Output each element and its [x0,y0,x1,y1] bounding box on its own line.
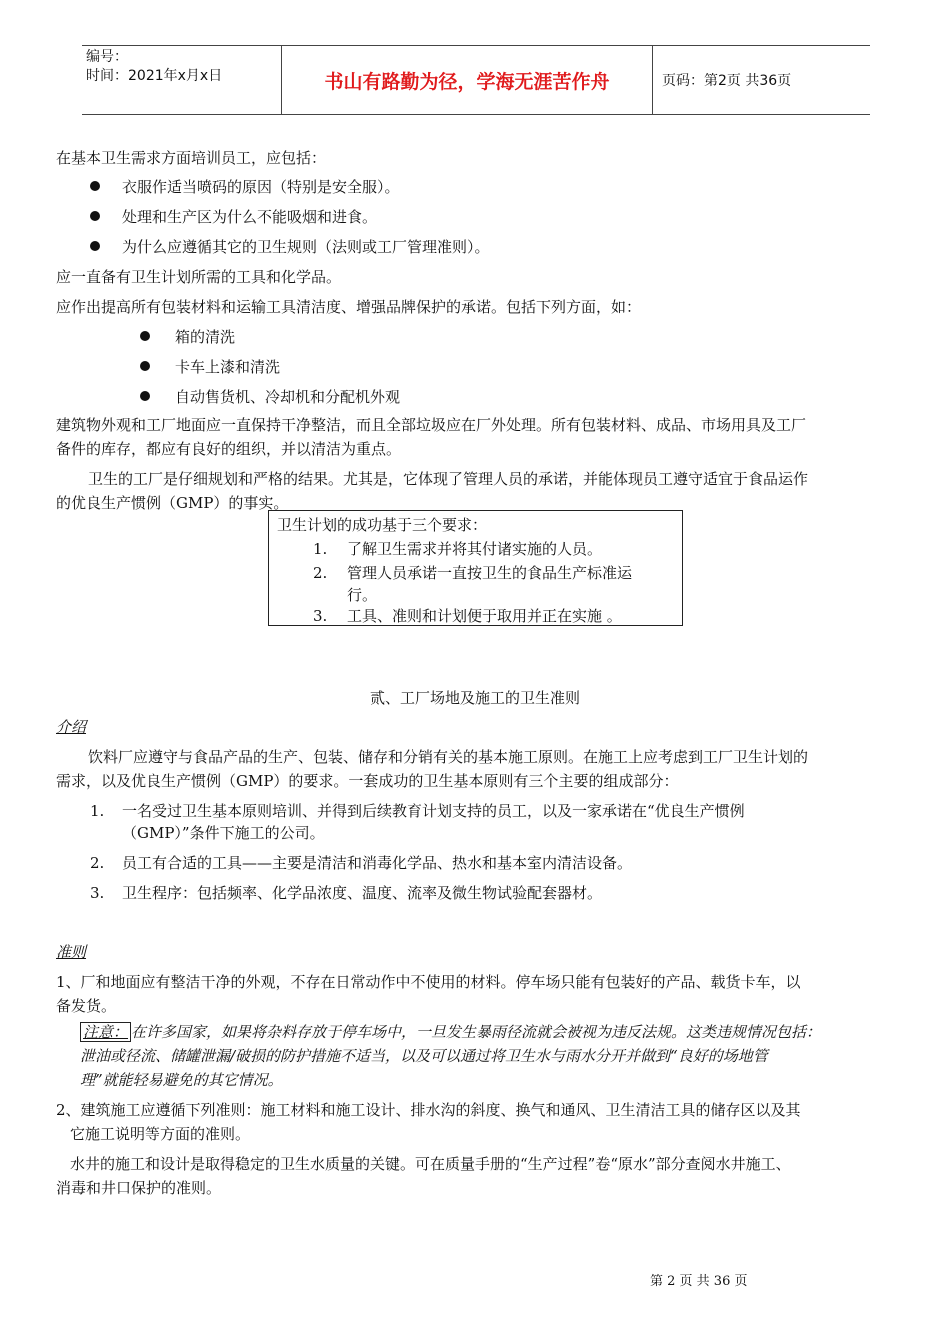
note-text-cont: 泄油或径流、储罐泄漏/破损的防护措施不适当，以及可以通过将卫生水与雨水分开并做到“良好的场地管 [80,1047,768,1065]
list-item: 自动售货机、冷却机和分配机外观 [175,388,401,406]
list-item: 箱的清洗 [175,328,236,346]
bullet-icon [140,391,150,401]
time-label: 时间：2021年x月x日 [86,68,223,84]
bullet-icon [140,361,150,371]
rule-1: 1、厂和地面应有整洁干净的外观，不存在日常动作中不使用的材料。停车场只能有包装好的产品、载货卡车，以 [56,973,801,991]
note-label: 注意： [80,1022,131,1042]
paragraph-plant-cont: 的优良生产惯例（GMP）的事实。 [56,494,289,512]
header-page-number: 页码：第2页 共36页 [662,73,792,89]
well-paragraph-cont: 消毒和井口保护的准则。 [56,1179,222,1197]
list-item: 衣服作适当喷码的原因（特别是安全服）。 [122,178,400,196]
paragraph-commitment: 应作出提高所有包装材料和运输工具清洁度、增强品牌保护的承诺。包括下列方面，如： [56,298,642,316]
rule-2-cont: 它施工说明等方面的准则。 [70,1125,251,1143]
box-item-number: 2. [313,564,328,582]
bullet-icon [90,181,100,191]
box-item-number: 3. [313,607,328,625]
section-heading: 贰、工厂场地及施工的卫生准则 [369,689,580,707]
bullet-icon [140,331,150,341]
list-number: 2. [90,854,105,872]
rule-1-cont: 备发货。 [56,997,117,1015]
rule-2: 2、建筑施工应遵循下列准则：施工材料和施工设计、排水沟的斜度、换气和通风、卫生清洁工具的储存区以及其 [56,1101,801,1119]
list-item: 为什么应遵循其它的卫生规则（法则或工厂管理准则）。 [122,238,490,256]
header-meta [86,48,281,86]
note-line [80,1020,821,1044]
intro-label: 介绍 [56,718,87,736]
paragraph-building: 建筑物外观和工厂地面应一直保持干净整洁，而且全部垃圾应在厂外处理。所有包装材料、成品、市场用具及工厂 [56,416,807,434]
list-item: 卫生程序：包括频率、化学品浓度、温度、流率及微生物试验配套器材。 [122,884,603,902]
list-item: 一名受过卫生基本原则培训、并得到后续教育计划支持的员工，以及一家承诺在“优良生产惯例 [122,802,745,820]
page-header [82,45,870,115]
requirements-box [268,510,683,626]
list-item: 卡车上漆和清洗 [175,358,281,376]
bullet-icon [90,211,100,221]
paragraph-plant: 卫生的工厂是仔细规划和严格的结果。尤其是，它体现了管理人员的承诺，并能体现员工遵守适宜于食品运作 [88,470,809,488]
box-item: 了解卫生需求并将其付诸实施的人员。 [347,540,603,558]
bullet-icon [90,241,100,251]
box-item: 管理人员承诺一直按卫生的食品生产标准运 [347,564,633,582]
box-item: 工具、准则和计划便于取用并正在实施 。 [347,607,622,625]
list-item-cont: （GMP）”条件下施工的公司。 [122,824,325,842]
box-title: 卫生计划的成功基于三个要求： [277,516,488,534]
box-item-cont: 行。 [347,586,378,604]
note-text-cont: 理”就能轻易避免的其它情况。 [80,1071,283,1089]
training-intro: 在基本卫生需求方面培训员工，应包括： [56,149,327,167]
list-item: 处理和生产区为什么不能吸烟和进食。 [122,208,378,226]
list-number: 1. [90,802,105,820]
rules-label: 准则 [56,943,87,961]
note-text: 在许多国家，如果将杂料存放于停车场中，一旦发生暴雨径流就会被视为违反法规。这类违规情况包括： [131,1023,822,1041]
paragraph-building-cont: 备件的库存，都应有良好的组织，并以清洁为重点。 [56,440,402,458]
code-label: 编号： [86,49,128,65]
intro-paragraph-cont: 需求，以及优良生产惯例（GMP）的要求。一套成功的卫生基本原则有三个主要的组成部分： [56,772,679,790]
paragraph-tools: 应一直备有卫生计划所需的工具和化学品。 [56,268,342,286]
well-paragraph: 水井的施工和设计是取得稳定的卫生水质量的关键。可在质量手册的“生产过程”卷“原水”部分查阅水井施工、 [70,1155,791,1173]
list-number: 3. [90,884,105,902]
intro-paragraph: 饮料厂应遵守与食品产品的生产、包装、储存和分销有关的基本施工原则。在施工上应考虑到工厂卫生计划的 [88,748,809,766]
header-motto: 书山有路勤为径，学海无涯苦作舟 [281,46,653,114]
page-footer: 第 2 页 共 36 页 [650,1274,748,1289]
box-item-number: 1. [313,540,328,558]
list-item: 员工有合适的工具——主要是清洁和消毒化学品、热水和基本室内清洁设备。 [122,854,633,872]
